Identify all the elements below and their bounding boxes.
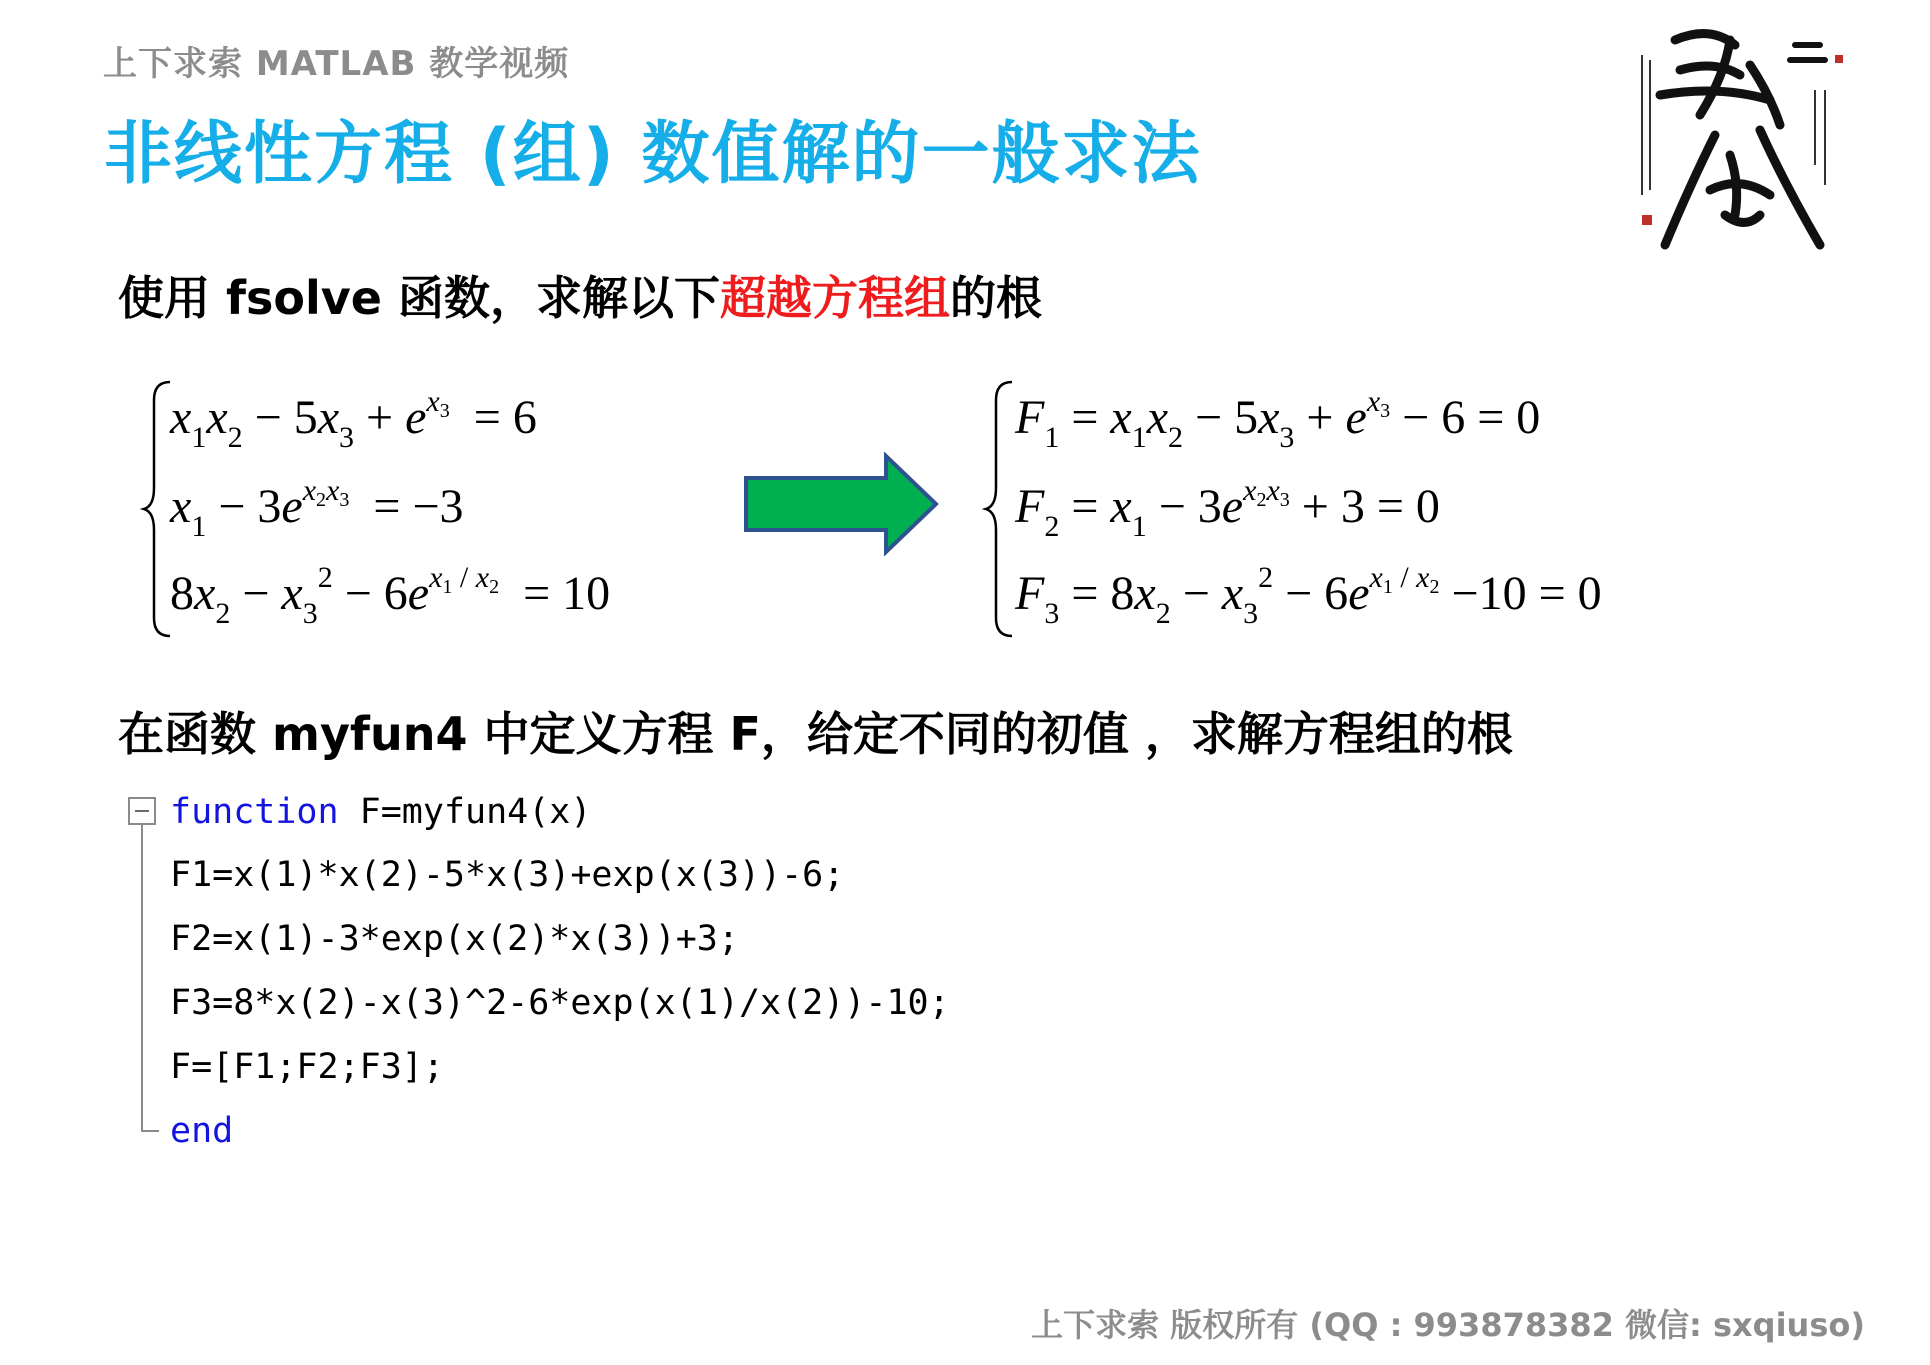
copyright-footer: 上下求索 版权所有 (QQ : 993878382 微信: sxqiuso) — [1031, 1306, 1865, 1344]
code-line-4: F3=8*x(2)-x(3)^2-6*exp(x(1)/x(2))-10; — [170, 983, 950, 1023]
left-eq1-rhs: 6 — [512, 391, 537, 444]
heading-suffix: 的根 — [949, 271, 1042, 325]
left-equation-2: $x_1 - 3e^{x_2x_3} = -3$ — [170, 474, 464, 543]
right-equation-system — [1015, 380, 1775, 640]
calligraphy-seal-image — [1620, 15, 1882, 275]
fold-guide-end — [141, 1130, 159, 1132]
left-eq2-rhs: −3 — [412, 480, 464, 533]
code-line-3: F2=x(1)-3*exp(x(2)*x(3))+3; — [170, 919, 739, 959]
right-eq2-tail: + 3 = 0 — [1301, 480, 1440, 533]
section-heading-2: 在函数 myfun4 中定义方程 F，给定不同的初值 ，求解方程组的根 — [118, 707, 1513, 761]
code-line-2: F1=x(1)*x(2)-5*x(3)+exp(x(3))-6; — [170, 855, 845, 895]
fold-guide-line — [141, 825, 143, 1130]
right-equation-1: $F_1 = x_1x_2 - 5x_3 + e^{x_3} - 6 = 0$ — [1015, 385, 1541, 454]
right-arrow-icon — [742, 452, 942, 556]
heading-prefix: 使用 fsolve 函数，求解以下 — [118, 271, 720, 325]
page-title: 非线性方程 (组) 数值解的一般求法 — [104, 115, 1202, 194]
series-title: 上下求索 MATLAB 教学视频 — [103, 44, 570, 84]
right-equation-3: $F_3 = 8x_2 - x_3^2 - 6e^{x_1 / x_2} -10 = 0$ — [1015, 561, 1602, 630]
code-line-5: F=[F1;F2;F3]; — [170, 1047, 444, 1087]
left-equation-system — [170, 380, 730, 640]
keyword-function: function — [170, 792, 339, 832]
left-equation-1: $x_1x_2 - 5x_3 + e^{x_3} = 6$ — [170, 385, 537, 454]
code-line-1-rest: F=myfun4(x) — [338, 792, 592, 832]
left-equation-3: $8x_2 - x_3^2 - 6e^{x_1 / x_2} = 10$ — [170, 561, 611, 630]
fold-collapse-icon[interactable] — [128, 797, 156, 825]
right-eq3-tail: −10 = 0 — [1451, 567, 1602, 620]
section-heading-1 — [118, 262, 1042, 328]
code-line-1 — [170, 792, 592, 832]
left-eq3-rhs: 10 — [562, 567, 611, 620]
right-equation-2: $F_2 = x_1 - 3e^{x_2x_3} + 3 = 0$ — [1015, 474, 1440, 543]
right-eq1-tail: − 6 = 0 — [1402, 391, 1541, 444]
keyword-end: end — [170, 1111, 234, 1151]
heading-highlight: 超越方程组 — [719, 271, 950, 325]
